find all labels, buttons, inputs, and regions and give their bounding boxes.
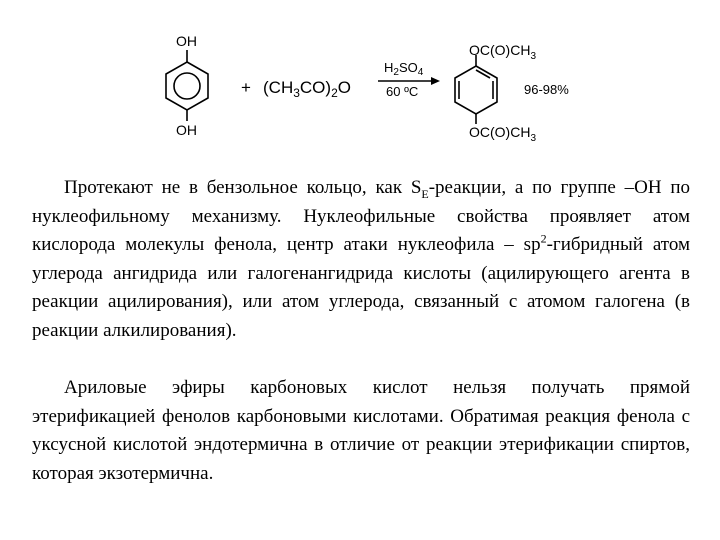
paragraph-2: Ариловые эфиры карбоновых кислот нельзя получать прямой этерификацией фенолов карбоновыми кислотами. Обратимая реакция фенола с уксусной кислотой эндотермична в отличие от реакции этерификации спиртов, которая экзотермична. <box>32 377 690 484</box>
reaction-scheme <box>0 0 720 150</box>
reagent-formula: $(CH_3CO)_2O$ <box>263 78 351 100</box>
product-bottom-group: $OC(O)CH_3$ <box>469 124 536 144</box>
product-structure <box>455 55 497 124</box>
condition-temperature: 60 ºC <box>386 84 419 99</box>
hydroquinone-structure <box>166 50 208 121</box>
yield-label: 96-98% <box>524 82 569 97</box>
plus-sign: + <box>241 78 251 97</box>
reactant-bottom-oh: OH <box>176 122 197 138</box>
condition-acid: $H_2SO_4$ <box>384 60 424 78</box>
reactant-top-oh: OH <box>176 33 197 49</box>
product-top-group: $OC(O)CH_3$ <box>469 42 536 62</box>
paragraph-1: Протекают не в бензольное кольцо, как $S_E$-реакции, а по группе –ОН по нуклеофильному механизму. Нуклеофильные свойства проявляет атом кислорода молекулы фенола, центр атаки нуклеофила – $sp^2$-гибридный атом углерода ангидрида или галогенангидрида кислоты (ацилирующего агента в реакции ацилирования), или атом углерода, связанный с атомом галогена (в реакции алкилирования). <box>32 177 690 341</box>
